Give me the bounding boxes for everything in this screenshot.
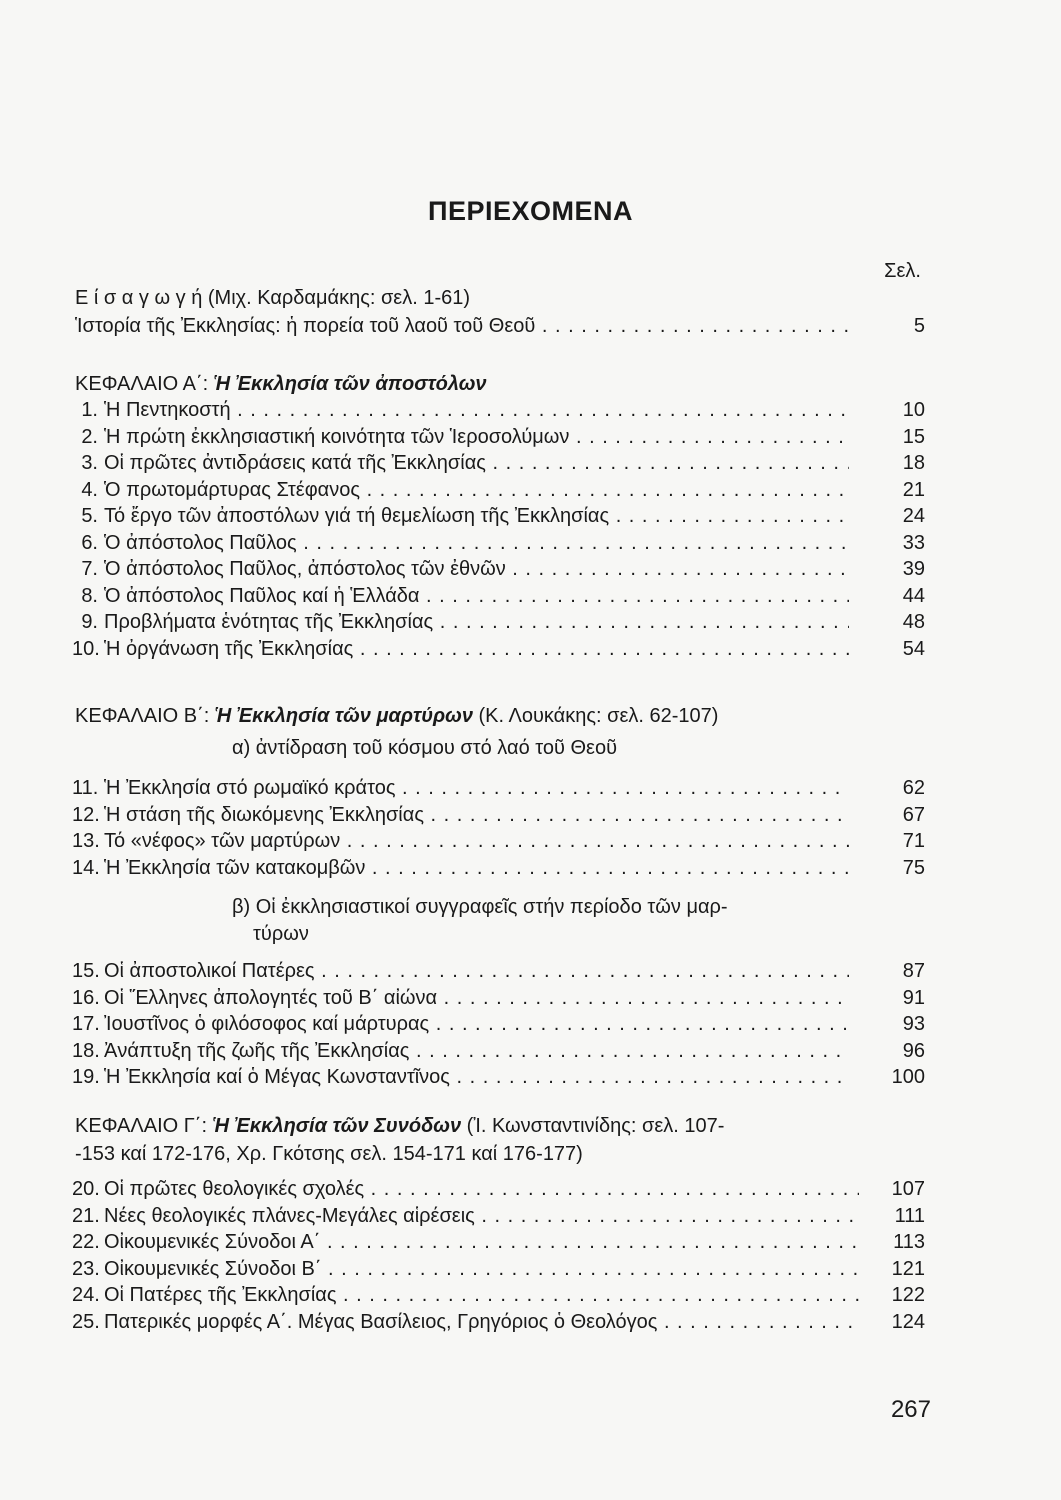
toc-entry-title: Ὁ ἀπόστολος Παῦλος, ἀπόστολος τῶν ἐθνῶν . . .	[104, 556, 849, 582]
toc-entry-number: 18.	[72, 1039, 100, 1062]
toc-entry-number: 2.	[81, 425, 98, 448]
toc-entry-page: 18	[897, 450, 925, 476]
toc-entry	[0, 503, 1061, 529]
toc-entry	[0, 1282, 1061, 1308]
toc-entry	[0, 450, 1061, 476]
toc-entry-page: 24	[897, 503, 925, 529]
toc-entry	[0, 802, 1061, 828]
toc-entry-number: 5.	[81, 505, 98, 527]
toc-entry-title: Τό «νέφος» τῶν μαρτύρων . . .	[104, 828, 849, 854]
toc-entry-page: 75	[897, 855, 925, 881]
toc-entry	[0, 855, 1061, 881]
toc-entry-number: 6.	[81, 531, 98, 554]
toc-entry	[0, 556, 1061, 582]
toc-entry-number: 8.	[81, 584, 98, 607]
toc-entry	[0, 424, 1061, 450]
toc-entry-title: Ἰουστῖνος ὁ φιλόσοφος καί μάρτυρας . . .	[104, 1011, 849, 1037]
toc-entry-number: 17.	[72, 1013, 100, 1035]
chapter-b-prefix: ΚΕΦΑΛΑΙΟ Β΄:	[75, 705, 215, 727]
toc-entry-title: Ἡ Ἐκκλησία καί ὁ Μέγας Κωνσταντῖνος . . .	[104, 1064, 849, 1090]
toc-entry-number: 3.	[81, 452, 98, 474]
toc-entry-title: Προβλήματα ἑνότητας τῆς Ἐκκλησίας . . .	[104, 609, 849, 635]
toc-entry-number: 19.	[72, 1066, 100, 1088]
toc-entry-number: 7.	[81, 558, 98, 580]
toc-entry-number: 20.	[72, 1178, 100, 1200]
toc-entry-number: 9.	[81, 611, 98, 633]
toc-entry-number: 10.	[72, 637, 100, 660]
toc-entry-page: 96	[897, 1038, 925, 1064]
toc-entry-number: 14.	[72, 857, 100, 880]
toc-entry-page: 54	[897, 636, 925, 662]
toc-entry	[0, 530, 1061, 556]
toc-entry-number: 15.	[72, 960, 100, 982]
toc-entry-page: 5	[908, 313, 925, 339]
toc-entry-title: Ἡ ὀργάνωση τῆς Ἐκκλησίας . . .	[104, 636, 849, 662]
toc-entry-number: 1.	[81, 399, 98, 421]
section-heading-b-line1: β) Οἱ ἐκκλησιαστικοί συγγραφεῖς στήν περίοδο τῶν μαρ-	[232, 896, 728, 918]
toc-entry-number: 25.	[72, 1311, 100, 1333]
toc-entry-page: 21	[897, 477, 925, 503]
toc-entry-page: 100	[886, 1064, 925, 1090]
toc-entry	[0, 477, 1061, 503]
toc-entry-page: 113	[887, 1229, 925, 1255]
toc-entry-page: 44	[897, 583, 925, 609]
toc-entry	[0, 828, 1061, 854]
toc-entry-page: 10	[897, 397, 925, 423]
toc-entry-page: 107	[886, 1176, 925, 1202]
toc-entry-title: Οἱ πρῶτες θεολογικές σχολές . . .	[104, 1176, 859, 1202]
toc-entry	[0, 985, 1061, 1011]
toc-entry-page: 48	[897, 609, 925, 635]
toc-entry-intro	[0, 313, 1061, 339]
toc-entry-title: Ἡ Ἐκκλησία τῶν κατακομβῶν . . .	[104, 855, 849, 881]
toc-entry-title: Ὁ ἀπόστολος Παῦλος . . .	[104, 530, 849, 556]
toc-entry-title: Οἰκουμενικές Σύνοδοι Β΄ . . .	[104, 1256, 859, 1282]
toc-entry-title: Οἰκουμενικές Σύνοδοι Α΄ . . .	[104, 1229, 859, 1255]
toc-entry-page: 121	[886, 1256, 925, 1282]
section-heading-b-line2: τύρων	[253, 923, 309, 945]
toc-entry-number: 13.	[72, 830, 100, 853]
toc-entry-title: Ἀνάπτυξη τῆς ζωῆς τῆς Ἐκκλησίας . . .	[104, 1038, 849, 1064]
toc-entry-number: 23.	[72, 1257, 100, 1280]
toc-entry	[0, 1203, 1061, 1229]
toc-entry-page: 67	[897, 802, 925, 828]
toc-entry-title: Ἱστορία τῆς Ἐκκλησίας: ἡ πορεία τοῦ λαοῦ τοῦ Θεοῦ . . .	[75, 313, 855, 339]
chapter-b-heading	[75, 702, 718, 730]
toc-entry-page: 15	[897, 424, 925, 450]
toc-entry-page: 39	[897, 556, 925, 582]
intro-heading: Ε ί σ α γ ω γ ή (Μιχ. Καρδαμάκης: σελ. 1-61)	[75, 287, 471, 309]
toc-entry-page: 93	[897, 1011, 925, 1037]
toc-entry-title: Πατερικές μορφές Α΄. Μέγας Βασίλειος, Γρηγόριος ὁ Θεολόγος . . .	[104, 1309, 859, 1335]
toc-entry-title: Οἱ Ἕλληνες ἀπολογητές τοῦ Β΄ αἰώνα . . .	[104, 985, 849, 1011]
toc-entry	[0, 1038, 1061, 1064]
toc-entry	[0, 958, 1061, 984]
toc-entry-title: Τό ἔργο τῶν ἀποστόλων γιά τή θεμελίωση τῆς Ἐκκλησίας . . .	[104, 503, 849, 529]
chapter-a-title: Ἡ Ἐκκλησία τῶν ἀποστόλων	[213, 373, 487, 395]
toc-entry-title: Ἡ πρώτη ἐκκλησιαστική κοινότητα τῶν Ἱεροσολύμων . . .	[104, 424, 849, 450]
chapter-c-heading	[75, 1112, 724, 1140]
page-title: ΠΕΡΙΕΧΟΜΕΝΑ	[427, 196, 634, 226]
toc-entry-page: 87	[897, 958, 925, 984]
page-number: 267	[890, 1396, 931, 1423]
page-column-label: Σελ.	[884, 260, 921, 282]
toc-entry-title: Ἡ Ἐκκλησία στό ρωμαϊκό κράτος . . .	[104, 775, 849, 801]
section-heading-a: α) ἀντίδραση τοῦ κόσμου στό λαό τοῦ Θεοῦ	[232, 737, 618, 759]
toc-entry-number: 21.	[72, 1204, 100, 1227]
toc-entry-title: Ἡ στάση τῆς διωκόμενης Ἐκκλησίας . . .	[104, 802, 849, 828]
toc-entry-page: 124	[886, 1309, 925, 1335]
toc-entry-number: 12.	[72, 803, 100, 826]
toc-entry-number: 24.	[72, 1284, 100, 1307]
toc-entry-title: Οἱ ἀποστολικοί Πατέρες . . .	[104, 958, 849, 984]
chapter-a-heading	[75, 370, 487, 398]
chapter-c-title: Ἡ Ἐκκλησία τῶν Συνόδων	[212, 1115, 462, 1137]
toc-entry-number: 16.	[72, 986, 100, 1009]
toc-entry-title: Ἡ Πεντηκοστή . . .	[104, 397, 849, 423]
toc-entry	[0, 1229, 1061, 1255]
toc-entry-page: 91	[897, 985, 925, 1011]
toc-entry	[0, 1011, 1061, 1037]
toc-entry-number: 4.	[81, 478, 98, 501]
toc-entry	[0, 1064, 1061, 1090]
toc-entry	[0, 1176, 1061, 1202]
toc-entry	[0, 636, 1061, 662]
toc-entry	[0, 583, 1061, 609]
toc-entry-page: 71	[897, 828, 925, 854]
toc-entry-title: Οἱ Πατέρες τῆς Ἐκκλησίας . . .	[104, 1282, 859, 1308]
toc-entry-title: Ὁ ἀπόστολος Παῦλος καί ἡ Ἑλλάδα . . .	[104, 583, 849, 609]
toc-entry	[0, 397, 1061, 423]
toc-entry-page: 62	[897, 775, 925, 801]
toc-entry-title: Ὁ πρωτομάρτυρας Στέφανος . . .	[104, 477, 849, 503]
chapter-a-prefix: ΚΕΦΑΛΑΙΟ Α΄:	[75, 373, 214, 395]
chapter-c-heading-line2: -153 καί 172-176, Χρ. Γκότσης σελ. 154-171 καί 176-177)	[75, 1143, 583, 1165]
toc-entry	[0, 609, 1061, 635]
chapter-c-author: (Ἰ. Κωνσταντινίδης: σελ. 107-	[461, 1115, 725, 1137]
toc-entry-number: 11.	[72, 777, 99, 799]
toc-entry-number: 22.	[72, 1231, 100, 1254]
chapter-c-prefix: ΚΕΦΑΛΑΙΟ Γ΄:	[75, 1115, 213, 1137]
chapter-b-title: Ἡ Ἐκκλησία τῶν μαρτύρων	[214, 705, 473, 727]
toc-entry-page: 33	[897, 530, 925, 556]
chapter-b-author: (Κ. Λουκάκης: σελ. 62-107)	[472, 705, 719, 727]
toc-entry	[0, 775, 1061, 801]
toc-entry-page: 111	[889, 1203, 925, 1229]
toc-entry	[0, 1309, 1061, 1335]
toc-entry-page: 122	[886, 1282, 925, 1308]
toc-entry-title: Νέες θεολογικές πλάνες-Μεγάλες αἱρέσεις . . .	[104, 1203, 859, 1229]
toc-entry-title: Οἱ πρῶτες ἀντιδράσεις κατά τῆς Ἐκκλησίας . . .	[104, 450, 849, 476]
toc-entry	[0, 1256, 1061, 1282]
